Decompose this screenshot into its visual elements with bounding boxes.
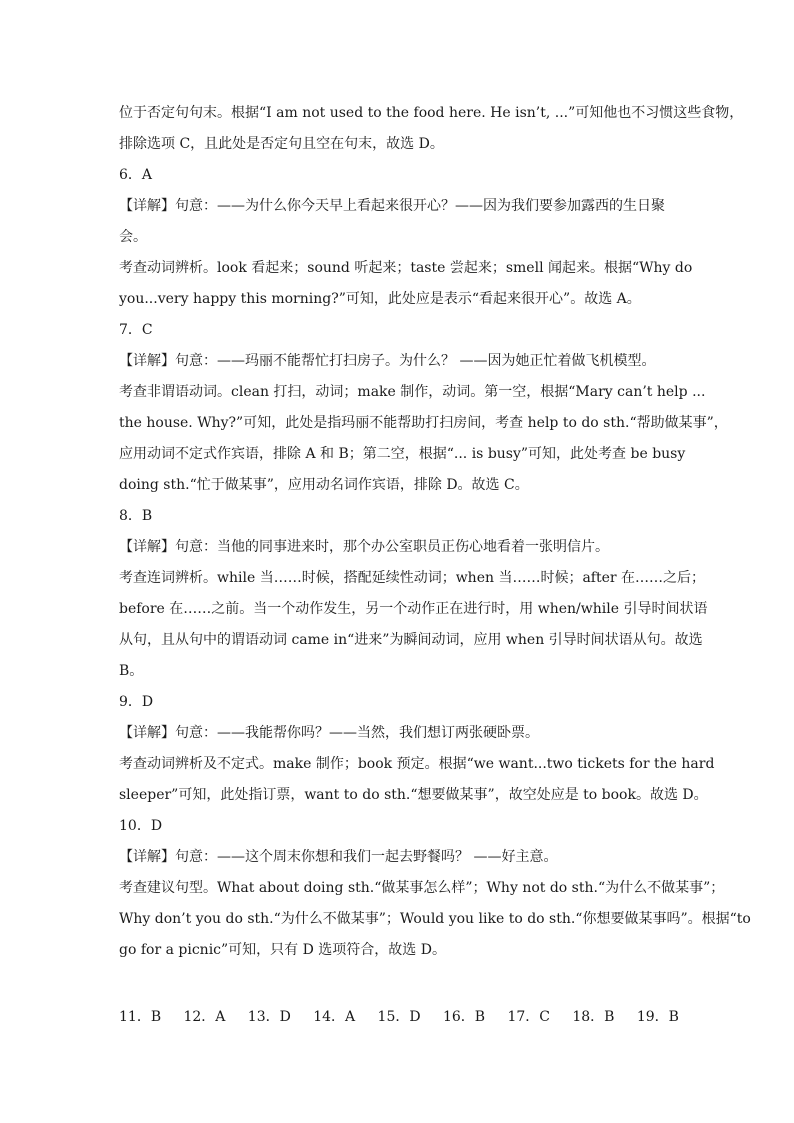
text-line: 【详解】句意：——为什么你今天早上看起来很开心？——因为我们要参加露西的生日聚 — [119, 198, 665, 214]
answer-item: 13．D — [247, 1009, 291, 1025]
text-line: 考查连词辨析。while 当……时候，搭配延续性动词；when 当……时候；after 在……之后； — [119, 570, 706, 586]
text-line: 会。 — [119, 229, 147, 245]
question-number: 7．C — [119, 322, 153, 338]
answer-item: 15．D — [377, 1009, 421, 1025]
text-line: 从句，且从句中的谓语动词 came in“进来”为瞬间动词，应用 when 引导时间状语从句。故选 — [119, 632, 703, 648]
text-line: 考查动词辨析。look 看起来；sound 听起来；taste 尝起来；smell 闻起来。根据“Why do — [119, 260, 693, 276]
text-line: 【详解】句意：当他的同事进来时，那个办公室职员正伤心地看着一张明信片。 — [119, 539, 609, 555]
text-line: 【详解】句意：——我能帮你吗？——当然，我们想订两张硬卧票。 — [119, 725, 539, 741]
text-line: 【详解】句意：——这个周末你想和我们一起去野餐吗？ ——好主意。 — [119, 849, 558, 865]
answer-item: 14．A — [313, 1009, 356, 1025]
text-line: 【详解】句意：——玛丽不能帮忙打扫房子。为什么？ ——因为她正忙着做飞机模型。 — [119, 353, 656, 369]
answer-item: 11．B — [119, 1009, 162, 1025]
text-line: 应用动词不定式作宾语，排除 A 和 B；第二空，根据“... is busy”可知，此处考查 be busy — [119, 446, 686, 462]
text-line: before 在……之前。当一个动作发生，另一个动作正在进行时，用 when/while 引导时间状语 — [119, 601, 708, 617]
text-line: 排除选项 C，且此处是否定句且空在句末，故选 D。 — [119, 136, 444, 152]
text-line: sleeper”可知，此处指订票，want to do sth.“想要做某事”，故空处应是 to book。故选 D。 — [119, 787, 708, 803]
text-line: doing sth.“忙于做某事”，应用动名词作宾语，排除 D。故选 C。 — [119, 477, 529, 493]
answer-item: 17．C — [507, 1009, 550, 1025]
question-number: 9．D — [119, 694, 154, 710]
text-line: you...very happy this morning?”可知，此处应是表示“看起来很开心”。故选 A。 — [119, 291, 641, 307]
answer-key-row — [119, 1008, 679, 1026]
question-number: 8．B — [119, 508, 153, 524]
question-number: 10．D — [119, 818, 163, 834]
answer-item: 12．A — [183, 1009, 226, 1025]
answer-item: 18．B — [572, 1009, 615, 1025]
text-line: 考查非谓语动词。clean 打扫，动词；make 制作，动词。第一空，根据“Mary can’t help ... — [119, 384, 706, 400]
text-line: B。 — [119, 663, 144, 679]
question-number: 6．A — [119, 167, 153, 183]
answer-item: 16．B — [442, 1009, 486, 1025]
text-line: Why don’t you do sth.“为什么不做某事”；Would you like to do sth.“你想要做某事吗”。根据“to — [119, 911, 751, 927]
text-line: 考查动词辨析及不定式。make 制作；book 预定。根据“we want...two tickets for the hard — [119, 756, 715, 772]
text-line: go for a picnic”可知，只有 D 选项符合，故选 D。 — [119, 942, 446, 958]
answer-item: 19．B — [636, 1009, 679, 1025]
text-line: the house. Why?”可知，此处是指玛丽不能帮助打扫房间，考查 help to do sth.“帮助做某事”， — [119, 415, 728, 431]
text-line: 考查建议句型。What about doing sth.“做某事怎么样”；Why not do sth.“为什么不做某事”； — [119, 880, 725, 896]
text-line: 位于否定句句末。根据“I am not used to the food here. He isn’t, ...”可知他也不习惯这些食物， — [119, 105, 744, 121]
